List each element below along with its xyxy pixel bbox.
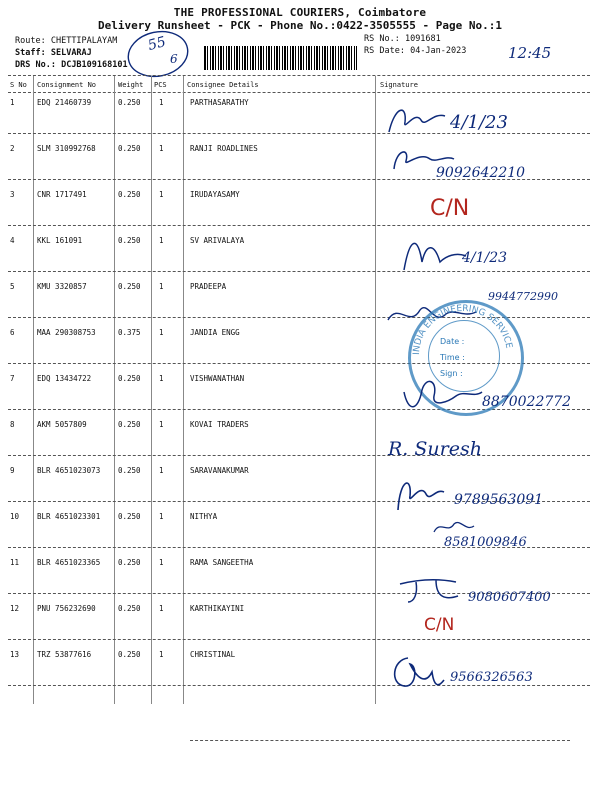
signature-11 bbox=[396, 574, 466, 606]
row-pcs: 1 bbox=[159, 144, 164, 153]
row-consignee: RAMA SANGEETHA bbox=[190, 558, 254, 567]
stamp-date-label: Date : bbox=[440, 337, 465, 346]
row-rule bbox=[8, 639, 590, 640]
row-sno: 5 bbox=[10, 282, 15, 291]
row-rule bbox=[8, 225, 590, 226]
row-weight: 0.250 bbox=[118, 190, 141, 199]
signature-9 bbox=[392, 472, 452, 516]
row-weight: 0.250 bbox=[118, 466, 141, 475]
staff-label: Staff: bbox=[15, 48, 46, 58]
row-consignment-no: BLR 4651023365 bbox=[37, 558, 101, 567]
row-sno: 2 bbox=[10, 144, 15, 153]
col-divider bbox=[33, 76, 34, 704]
col-header-consignment: Consignment No bbox=[37, 81, 97, 89]
signature-2 bbox=[390, 145, 460, 175]
signature-4 bbox=[400, 232, 470, 276]
row-consignee: JANDIA ENGG bbox=[190, 328, 240, 337]
rs-date-value: 04-Jan-2023 bbox=[410, 46, 467, 56]
row-pcs: 1 bbox=[159, 604, 164, 613]
rs-date-row bbox=[364, 46, 466, 56]
row-13-phone-note: 9566326563 bbox=[450, 670, 533, 685]
row-rule bbox=[8, 455, 590, 456]
row-rule bbox=[8, 133, 590, 134]
row-pcs: 1 bbox=[159, 190, 164, 199]
row-pcs: 1 bbox=[159, 558, 164, 567]
route-label: Route: bbox=[15, 36, 46, 46]
row-consignee: PRADEEPA bbox=[190, 282, 227, 291]
row-3-cn-note: C/N bbox=[430, 196, 470, 221]
col-header-pcs: PCS bbox=[154, 81, 167, 89]
row-weight: 0.250 bbox=[118, 650, 141, 659]
row-consignee: IRUDAYASAMY bbox=[190, 190, 240, 199]
staff-value: SELVARAJ bbox=[50, 48, 92, 58]
row-4-date-note: 4/1/23 bbox=[462, 250, 508, 266]
handwritten-circle-top: 55 bbox=[146, 33, 168, 55]
row-consignee: PARTHASARATHY bbox=[190, 98, 249, 107]
row-consignment-no: EDQ 13434722 bbox=[37, 374, 92, 383]
row-sno: 4 bbox=[10, 236, 15, 245]
row-9-phone-note: 9789563091 bbox=[454, 492, 544, 508]
row-consignment-no: PNU 756232690 bbox=[37, 604, 96, 613]
col-divider bbox=[114, 76, 115, 704]
signature-13 bbox=[388, 650, 448, 692]
row-5-phone-note: 9944772990 bbox=[488, 290, 558, 303]
row-consignee: VISHWANATHAN bbox=[190, 374, 245, 383]
row-rule bbox=[8, 271, 590, 272]
row-consignment-no: KKL 161091 bbox=[37, 236, 83, 245]
row-consignee: KARTHIKAYINI bbox=[190, 604, 245, 613]
route-row bbox=[15, 36, 117, 46]
row-pcs: 1 bbox=[159, 328, 164, 337]
row-1-date-note: 4/1/23 bbox=[450, 112, 508, 133]
col-header-weight: Weight bbox=[118, 81, 144, 89]
col-divider bbox=[151, 76, 152, 704]
row-rule bbox=[8, 685, 590, 686]
row-weight: 0.250 bbox=[118, 604, 141, 613]
handwritten-time: 12:45 bbox=[508, 44, 552, 62]
row-sno: 10 bbox=[10, 512, 20, 521]
row-pcs: 1 bbox=[159, 420, 164, 429]
row-8-name-note: R. Suresh bbox=[388, 438, 482, 460]
row-consignee: KOVAI TRADERS bbox=[190, 420, 249, 429]
runsheet-title: THE PROFESSIONAL COURIERS, Coimbatore bbox=[173, 6, 427, 19]
row-pcs: 1 bbox=[159, 282, 164, 291]
drs-value: DCJB109168101 bbox=[61, 60, 128, 70]
rs-no-value: 1091681 bbox=[404, 34, 441, 44]
row-consignment-no: MAA 290308753 bbox=[37, 328, 96, 337]
col-divider bbox=[183, 76, 184, 704]
row-weight: 0.250 bbox=[118, 558, 141, 567]
row-consignment-no: EDQ 21460739 bbox=[37, 98, 92, 107]
rs-no-row bbox=[364, 34, 441, 44]
row-sno: 3 bbox=[10, 190, 15, 199]
row-consignment-no: AKM 5057809 bbox=[37, 420, 87, 429]
row-consignee: CHRISTINAL bbox=[190, 650, 236, 659]
row-consignment-no: CNR 1717491 bbox=[37, 190, 87, 199]
row-sno: 1 bbox=[10, 98, 15, 107]
svg-text:INDIA ENGINEERING SERVICE: INDIA ENGINEERING SERVICE bbox=[411, 303, 514, 356]
staff-row bbox=[15, 48, 92, 58]
row-consignment-no: TRZ 53877616 bbox=[37, 650, 92, 659]
row-pcs: 1 bbox=[159, 374, 164, 383]
header-rule bbox=[8, 92, 590, 93]
col-header-signature: Signature bbox=[380, 81, 418, 89]
row-weight: 0.250 bbox=[118, 98, 141, 107]
row-weight: 0.250 bbox=[118, 374, 141, 383]
row-10-phone-note: 8581009846 bbox=[444, 535, 527, 550]
row-sno: 12 bbox=[10, 604, 20, 613]
col-header-consignee: Consignee Details bbox=[187, 81, 259, 89]
barcode bbox=[204, 46, 357, 70]
row-sno: 6 bbox=[10, 328, 15, 337]
route-value: CHETTIPALAYAM bbox=[50, 36, 118, 46]
row-sno: 7 bbox=[10, 374, 15, 383]
row-sno: 9 bbox=[10, 466, 15, 475]
row-pcs: 1 bbox=[159, 236, 164, 245]
row-sno: 8 bbox=[10, 420, 15, 429]
row-weight: 0.250 bbox=[118, 282, 141, 291]
row-weight: 0.375 bbox=[118, 328, 141, 337]
row-weight: 0.250 bbox=[118, 144, 141, 153]
rs-date-label: RS Date: bbox=[364, 46, 405, 56]
row-weight: 0.250 bbox=[118, 512, 141, 521]
signature-1 bbox=[385, 102, 455, 142]
row-sno: 11 bbox=[10, 558, 20, 567]
row-weight: 0.250 bbox=[118, 236, 141, 245]
drs-label: DRS No.: bbox=[15, 60, 56, 70]
signature-7 bbox=[398, 372, 488, 416]
signature-10 bbox=[430, 518, 480, 538]
row-consignee: NITHYA bbox=[190, 512, 218, 521]
row-sno: 13 bbox=[10, 650, 20, 659]
col-header-sno: S No bbox=[10, 81, 27, 89]
runsheet-subtitle: Delivery Runsheet - PCK - Phone No.:0422-3505555 - Page No.:1 bbox=[98, 19, 502, 32]
row-consignee: RANJI ROADLINES bbox=[190, 144, 258, 153]
bottom-rule bbox=[190, 740, 570, 741]
row-pcs: 1 bbox=[159, 650, 164, 659]
row-weight: 0.250 bbox=[118, 420, 141, 429]
row-2-phone-note: 9092642210 bbox=[436, 165, 526, 181]
col-divider bbox=[375, 76, 376, 704]
row-consignee: SARAVANAKUMAR bbox=[190, 466, 249, 475]
row-11-phone-note: 9080607400 bbox=[468, 590, 551, 605]
row-7-phone-note: 8870022772 bbox=[482, 394, 572, 410]
stamp-time-label: Time : bbox=[440, 353, 465, 362]
row-pcs: 1 bbox=[159, 512, 164, 521]
row-consignment-no: BLR 4651023073 bbox=[37, 466, 101, 475]
row-pcs: 1 bbox=[159, 466, 164, 475]
handwritten-circle-bottom: 6 bbox=[170, 52, 178, 66]
row-12-cn-note: C/N bbox=[424, 615, 455, 635]
drs-row bbox=[15, 60, 128, 70]
table-top-rule bbox=[8, 75, 590, 76]
stamp-sign-label: Sign : bbox=[440, 369, 463, 378]
row-pcs: 1 bbox=[159, 98, 164, 107]
row-consignment-no: SLM 310992768 bbox=[37, 144, 96, 153]
row-consignment-no: BLR 4651023301 bbox=[37, 512, 101, 521]
row-consignment-no: KMU 3320857 bbox=[37, 282, 87, 291]
rs-no-label: RS No.: bbox=[364, 34, 400, 44]
row-consignee: SV ARIVALAYA bbox=[190, 236, 245, 245]
